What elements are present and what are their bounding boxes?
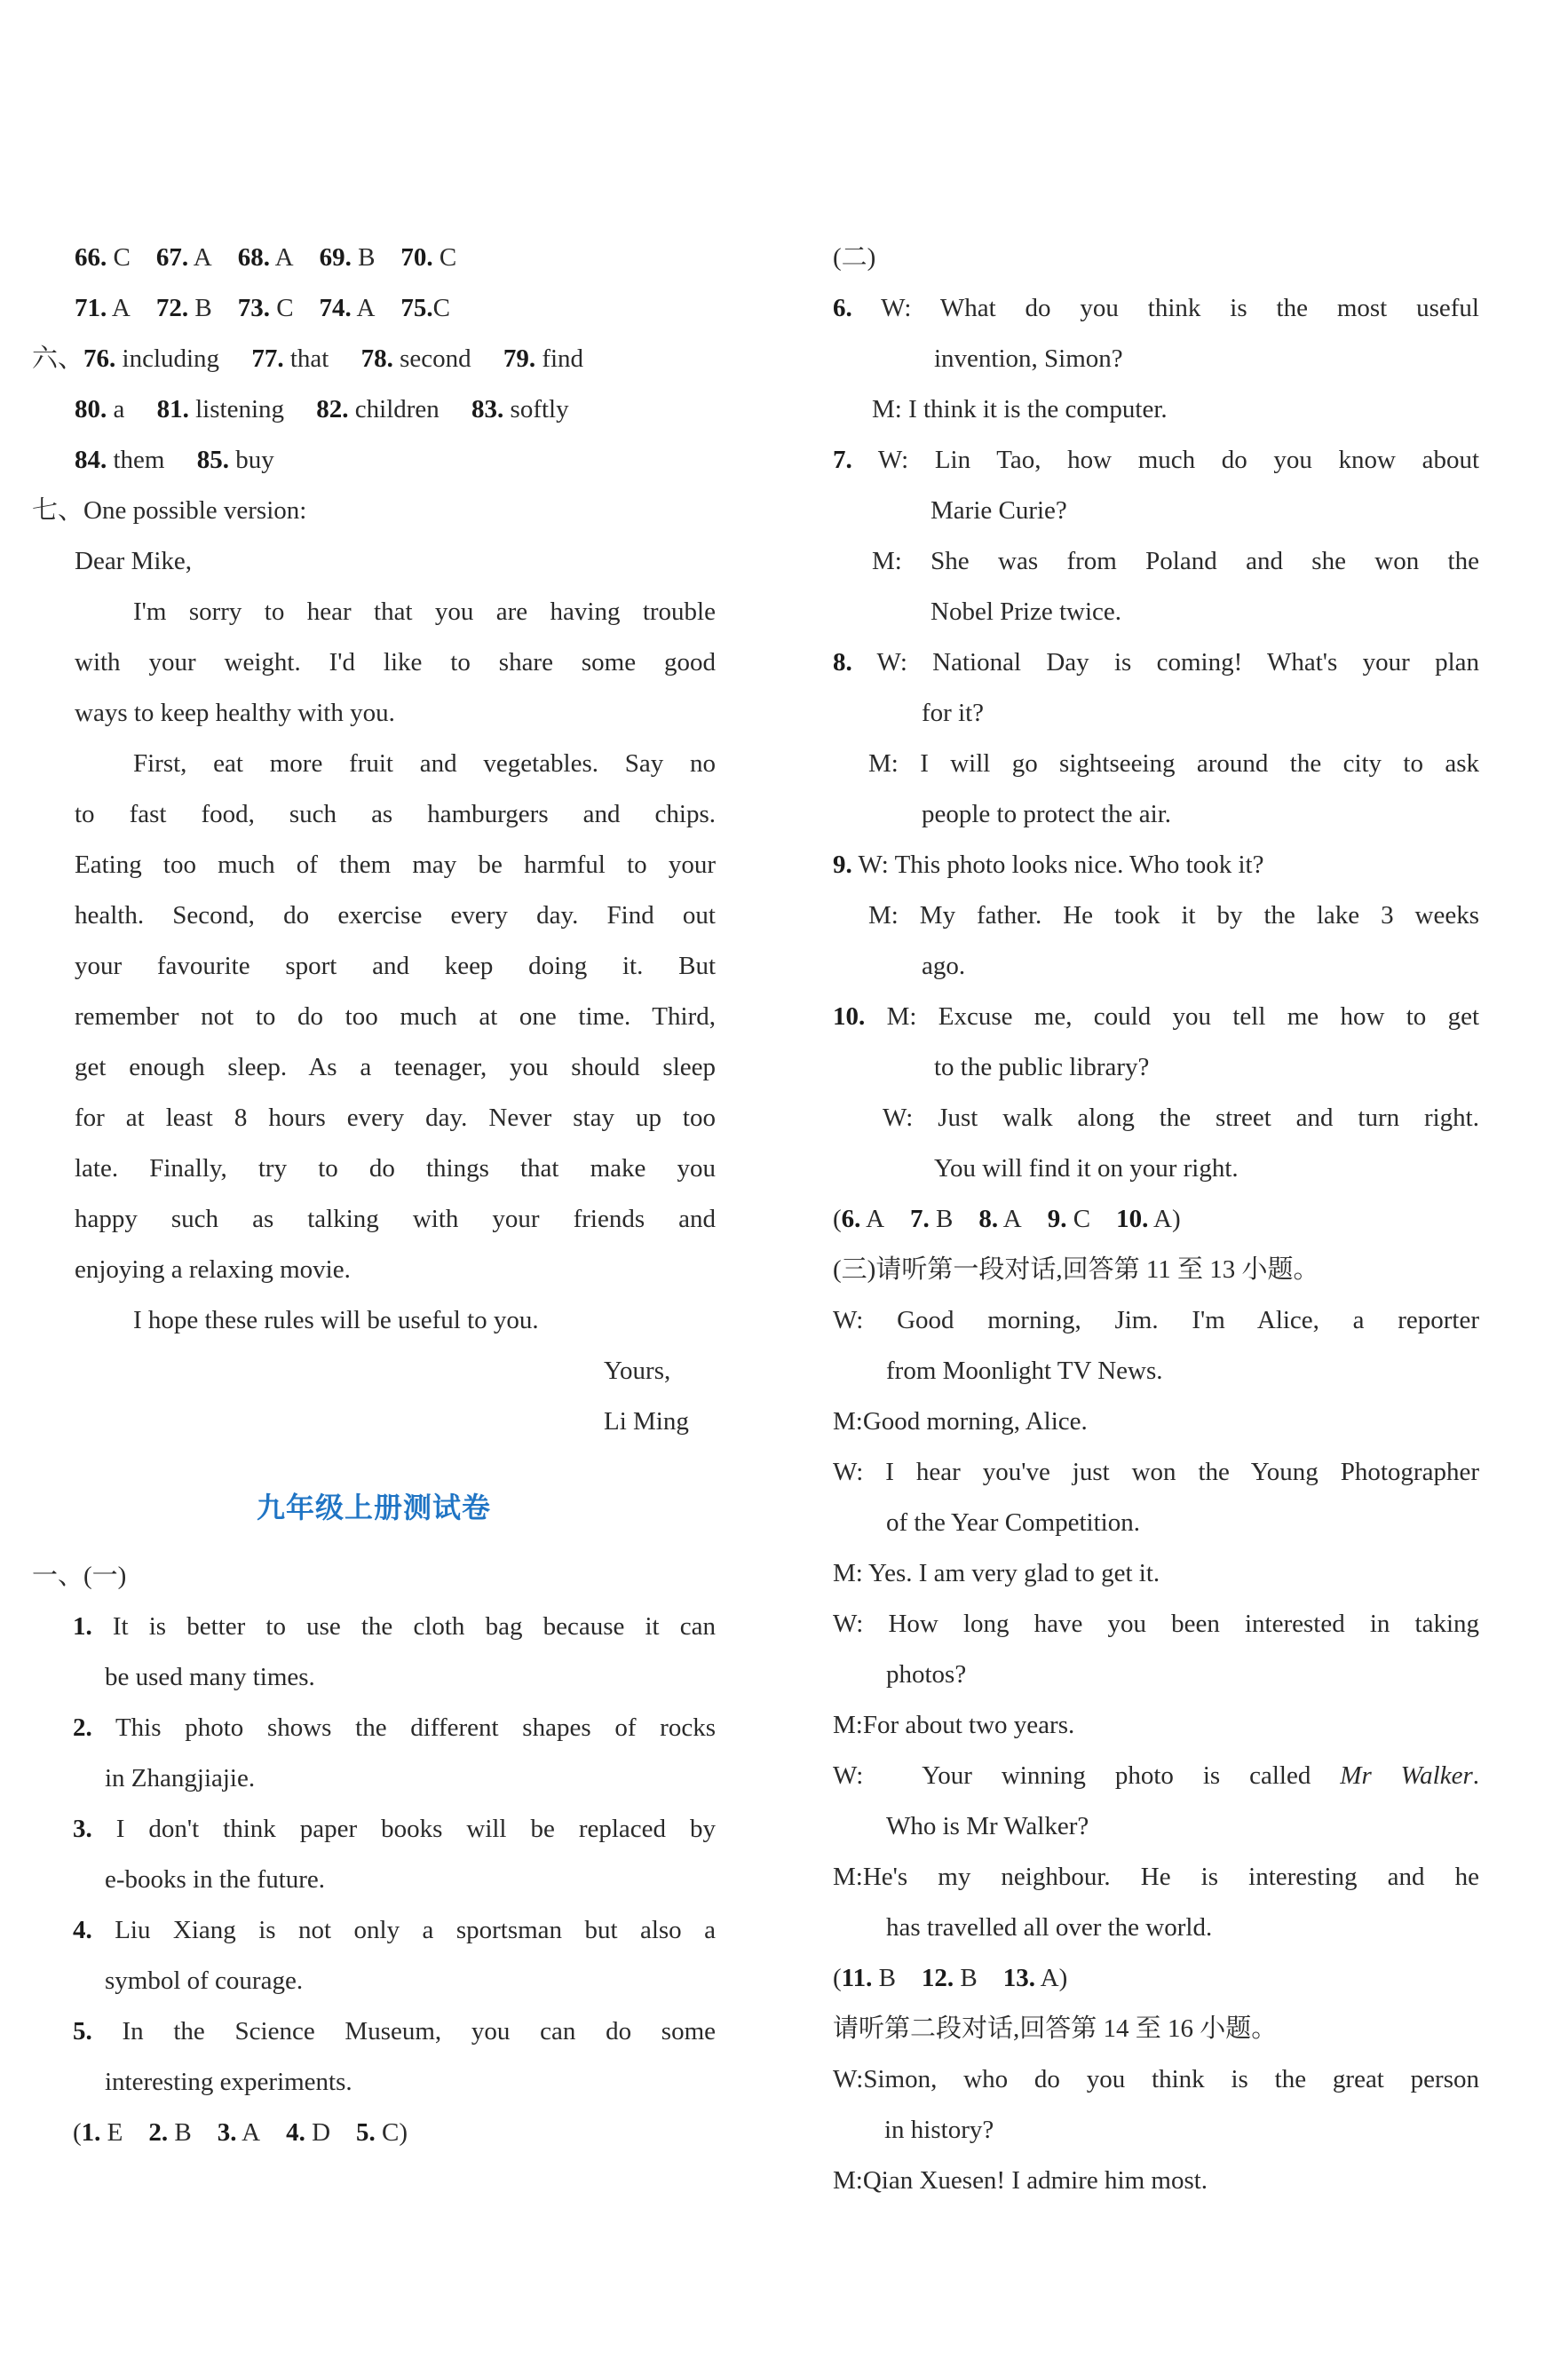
q7-m1: M: She was from Poland and she won the bbox=[872, 547, 1479, 575]
answers-84-85: 84. them 85. buy bbox=[75, 446, 274, 474]
dialog2-line-cont: in history? bbox=[884, 2116, 994, 2144]
question-4: 4. Liu Xiang is not only a sportsman but also a bbox=[73, 1916, 716, 1944]
answers-1-5: (1. E 2. B 3. A 4. D 5. C) bbox=[73, 2118, 408, 2147]
letter-line: enjoying a relaxing movie. bbox=[75, 1255, 351, 1284]
letter-line: Eating too much of them may be harmful to your bbox=[75, 851, 716, 879]
dialog1-line: W: How long have you been interested in taking bbox=[833, 1610, 1480, 1638]
q10-w1: W: Just walk along the street and turn right. bbox=[883, 1104, 1479, 1132]
section-marker-6: 六、 bbox=[32, 344, 84, 373]
q6-w2: invention, Simon? bbox=[934, 344, 1123, 373]
question-1: 1. It is better to use the cloth bag because it can bbox=[73, 1612, 716, 1641]
letter-line: with your weight. I'd like to share some good bbox=[75, 648, 716, 677]
letter-signature: Li Ming bbox=[604, 1407, 689, 1436]
dialog1-line-cont: of the Year Competition. bbox=[886, 1508, 1140, 1537]
question-2-cont: in Zhangjiajie. bbox=[105, 1764, 256, 1792]
letter-greeting: Dear Mike, bbox=[75, 547, 193, 575]
left-column bbox=[32, 233, 716, 2158]
q6-m1: M: I think it is the computer. bbox=[872, 395, 1168, 423]
q8-m1: M: I will go sightseeing around the city to ask bbox=[868, 749, 1479, 778]
q7-m2: Nobel Prize twice. bbox=[931, 597, 1122, 626]
question-3: 3. I don't think paper books will be replaced by bbox=[73, 1815, 716, 1843]
q9-m1: M: My father. He took it by the lake 3 weeks bbox=[868, 901, 1479, 930]
letter-line: I hope these rules will be useful to you. bbox=[133, 1306, 539, 1334]
dialog2-line: M:Qian Xuesen! I admire him most. bbox=[833, 2166, 1208, 2195]
dialog1-line-cont: photos? bbox=[886, 1660, 967, 1689]
letter-line: ways to keep healthy with you. bbox=[75, 699, 395, 727]
answers-6-10: (6. A 7. B 8. A 9. C 10. A) bbox=[833, 1205, 1181, 1233]
part1-marker: 一、(一) bbox=[32, 1562, 127, 1590]
part3-instruction: (三)请听第一段对话,回答第 11 至 13 小题。 bbox=[833, 1255, 1319, 1284]
answers-80-83: 80. a 81. listening 82. children 83. softly bbox=[75, 395, 569, 423]
letter-line: remember not to do too much at one time. Third, bbox=[75, 1002, 716, 1031]
version-label: 七、One possible version: bbox=[32, 496, 307, 525]
q10-m2: to the public library? bbox=[934, 1053, 1150, 1081]
letter-line: I'm sorry to hear that you are having trouble bbox=[133, 597, 716, 626]
letter-line: late. Finally, try to do things that make you bbox=[75, 1154, 716, 1183]
dialog1-line: M:For about two years. bbox=[833, 1711, 1075, 1739]
q8-w1: 8. W: National Day is coming! What's your plan bbox=[833, 648, 1479, 677]
letter-closing: Yours, bbox=[604, 1357, 671, 1385]
answers-11-13: (11. B 12. B 13. A) bbox=[833, 1964, 1068, 1992]
q9-m2: ago. bbox=[922, 952, 966, 980]
dialog1-line-cont: from Moonlight TV News. bbox=[886, 1357, 1163, 1385]
letter-line: get enough sleep. As a teenager, you should sleep bbox=[75, 1053, 716, 1081]
dialog1-line: M: Yes. I am very glad to get it. bbox=[833, 1559, 1160, 1587]
dialog1-line: W: Good morning, Jim. I'm Alice, a reporter bbox=[833, 1306, 1479, 1334]
q8-w2: for it? bbox=[922, 699, 985, 727]
letter-line: happy such as talking with your friends and bbox=[75, 1205, 716, 1233]
q10-m1: 10. M: Excuse me, could you tell me how to get bbox=[833, 1002, 1480, 1031]
question-3-cont: e-books in the future. bbox=[105, 1865, 326, 1894]
dialog1-line: W: Your winning photo is called Mr Walker. bbox=[833, 1761, 1480, 1790]
answers-76-79: 六、76. including 77. that 78. second 79. find bbox=[32, 344, 584, 373]
q9-w1: 9. W: This photo looks nice. Who took it? bbox=[833, 851, 1264, 879]
q8-m2: people to protect the air. bbox=[922, 800, 1172, 828]
part3-instruction-2: 请听第二段对话,回答第 14 至 16 小题。 bbox=[833, 2014, 1278, 2043]
letter-line: health. Second, do exercise every day. Find out bbox=[75, 901, 716, 930]
q6-w1: 6. W: What do you think is the most useful bbox=[833, 294, 1479, 322]
answers-66-70: 66. C 67. A 68. A 69. B 70. C bbox=[75, 243, 457, 272]
question-5: 5. In the Science Museum, you can do some bbox=[73, 2017, 717, 2046]
test-title: 九年级上册测试卷 bbox=[256, 1491, 491, 1524]
dialog1-line: M:Good morning, Alice. bbox=[833, 1407, 1088, 1436]
dialog2-line: W:Simon, who do you think is the great person bbox=[833, 2065, 1479, 2093]
dialog1-line: W: I hear you've just won the Young Photographer bbox=[833, 1458, 1479, 1486]
question-2: 2. This photo shows the different shapes of rocks bbox=[73, 1713, 716, 1742]
q7-w1: 7. W: Lin Tao, how much do you know about bbox=[833, 446, 1479, 474]
part2-marker: (二) bbox=[833, 243, 876, 272]
q7-w2: Marie Curie? bbox=[931, 496, 1067, 525]
question-5-cont: interesting experiments. bbox=[105, 2068, 352, 2096]
q10-w2: You will find it on your right. bbox=[934, 1154, 1239, 1183]
right-column bbox=[833, 233, 1479, 2206]
section-marker-7: 七、 bbox=[32, 496, 84, 525]
letter-line: your favourite sport and keep doing it. But bbox=[75, 952, 716, 980]
letter-line: to fast food, such as hamburgers and chips. bbox=[75, 800, 716, 828]
letter-line: First, eat more fruit and vegetables. Say no bbox=[133, 749, 716, 778]
dialog1-line-cont: Who is Mr Walker? bbox=[886, 1812, 1089, 1840]
dialog1-line-cont: has travelled all over the world. bbox=[886, 1913, 1213, 1942]
answers-71-75: 71. A 72. B 73. C 74. A 75.C bbox=[75, 294, 450, 322]
letter-line: for at least 8 hours every day. Never stay up too bbox=[75, 1104, 716, 1132]
question-1-cont: be used many times. bbox=[105, 1663, 315, 1691]
question-4-cont: symbol of courage. bbox=[105, 1966, 304, 1995]
dialog1-line: M:He's my neighbour. He is interesting and he bbox=[833, 1863, 1479, 1891]
